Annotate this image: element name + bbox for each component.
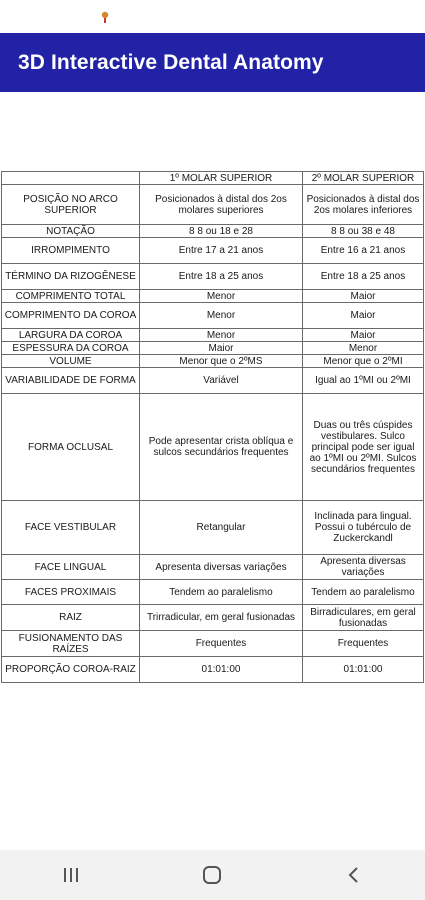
column-header	[2, 172, 140, 185]
table-row	[2, 342, 424, 355]
table-cell: 01:01:00	[140, 657, 303, 683]
table-cell: Tendem ao paralelismo	[140, 580, 303, 605]
home-button[interactable]	[182, 855, 242, 895]
row-label: VARIABILIDADE DE FORMA	[2, 368, 140, 394]
table-cell: 8 8 ou 38 e 48	[303, 225, 424, 238]
table-cell: Entre 18 a 25 anos	[140, 264, 303, 290]
status-bar	[0, 0, 425, 33]
row-label: COMPRIMENTO DA COROA	[2, 303, 140, 329]
row-label: VOLUME	[2, 355, 140, 368]
table-row	[2, 501, 424, 555]
row-label: FUSIONAMENTO DAS RAÍZES	[2, 631, 140, 657]
table-row	[2, 631, 424, 657]
table-row	[2, 329, 424, 342]
table-cell: Apresenta diversas variações	[140, 555, 303, 580]
table-cell: Frequentes	[303, 631, 424, 657]
table-cell: Pode apresentar crista oblíqua e sulcos secundários frequentes	[140, 394, 303, 501]
recents-icon	[62, 867, 80, 883]
row-label: FORMA OCLUSAL	[2, 394, 140, 501]
table-cell: Retangular	[140, 501, 303, 555]
app-title: 3D Interactive Dental Anatomy	[18, 50, 324, 74]
table-cell: Maior	[140, 342, 303, 355]
row-label: NOTAÇÃO	[2, 225, 140, 238]
table-cell: Variável	[140, 368, 303, 394]
table-cell: Maior	[303, 303, 424, 329]
table-cell: Menor que o 2ºMS	[140, 355, 303, 368]
table-row	[2, 238, 424, 264]
table-cell: Birradiculares, em geral fusionadas	[303, 605, 424, 631]
recents-button[interactable]	[41, 855, 101, 895]
table-row	[2, 580, 424, 605]
row-label: FACE VESTIBULAR	[2, 501, 140, 555]
system-navigation-bar	[0, 850, 425, 900]
table-row	[2, 225, 424, 238]
comparison-table	[1, 171, 424, 683]
row-label: COMPRIMENTO TOTAL	[2, 290, 140, 303]
app-bar	[0, 33, 425, 92]
table-cell: Menor	[140, 290, 303, 303]
table-row	[2, 368, 424, 394]
row-label: RAIZ	[2, 605, 140, 631]
table-cell: Entre 16 a 21 anos	[303, 238, 424, 264]
table-cell: Posicionados à distal dos 2os molares inferiores	[303, 185, 424, 225]
notification-icon	[100, 10, 110, 24]
row-label: PROPORÇÃO COROA-RAIZ	[2, 657, 140, 683]
table-cell: Igual ao 1ºMI ou 2ºMI	[303, 368, 424, 394]
table-cell: Frequentes	[140, 631, 303, 657]
table-row	[2, 555, 424, 580]
table-cell: Inclinada para lingual. Possui o tubérculo de Zuckerckandl	[303, 501, 424, 555]
row-label: IRROMPIMENTO	[2, 238, 140, 264]
table-row	[2, 394, 424, 501]
table-cell: Maior	[303, 290, 424, 303]
table-cell: 01:01:00	[303, 657, 424, 683]
table-header-row	[2, 172, 424, 185]
table-row	[2, 185, 424, 225]
table-cell: 8 8 ou 18 e 28	[140, 225, 303, 238]
table-cell: Menor que o 2ºMI	[303, 355, 424, 368]
back-button[interactable]	[324, 855, 384, 895]
table-cell: Trirradicular, em geral fusionadas	[140, 605, 303, 631]
table-cell: Posicionados à distal dos 2os molares superiores	[140, 185, 303, 225]
table-cell: Entre 18 a 25 anos	[303, 264, 424, 290]
table-cell: Menor	[140, 303, 303, 329]
table-row	[2, 657, 424, 683]
row-label: FACES PROXIMAIS	[2, 580, 140, 605]
table-cell: Menor	[303, 342, 424, 355]
back-icon	[347, 866, 361, 884]
table-cell: Maior	[303, 329, 424, 342]
table-cell: Tendem ao paralelismo	[303, 580, 424, 605]
row-label: FACE LINGUAL	[2, 555, 140, 580]
table-row	[2, 264, 424, 290]
table-cell: Menor	[140, 329, 303, 342]
row-label: TÉRMINO DA RIZOGÊNESE	[2, 264, 140, 290]
table-cell: Entre 17 a 21 anos	[140, 238, 303, 264]
row-label: LARGURA DA COROA	[2, 329, 140, 342]
table-row	[2, 290, 424, 303]
column-header: 1º MOLAR SUPERIOR	[140, 172, 303, 185]
home-icon	[202, 865, 222, 885]
row-label: POSIÇÃO NO ARCO SUPERIOR	[2, 185, 140, 225]
table-cell: Duas ou três cúspides vestibulares. Sulco principal pode ser igual ao 1ºMI ou 2ºMI. Sulcos secundários frequentes	[303, 394, 424, 501]
comparison-table-container[interactable]	[1, 171, 423, 683]
column-header: 2º MOLAR SUPERIOR	[303, 172, 424, 185]
table-row	[2, 355, 424, 368]
table-row	[2, 303, 424, 329]
table-row	[2, 605, 424, 631]
table-cell: Apresenta diversas variações	[303, 555, 424, 580]
row-label: ESPESSURA DA COROA	[2, 342, 140, 355]
